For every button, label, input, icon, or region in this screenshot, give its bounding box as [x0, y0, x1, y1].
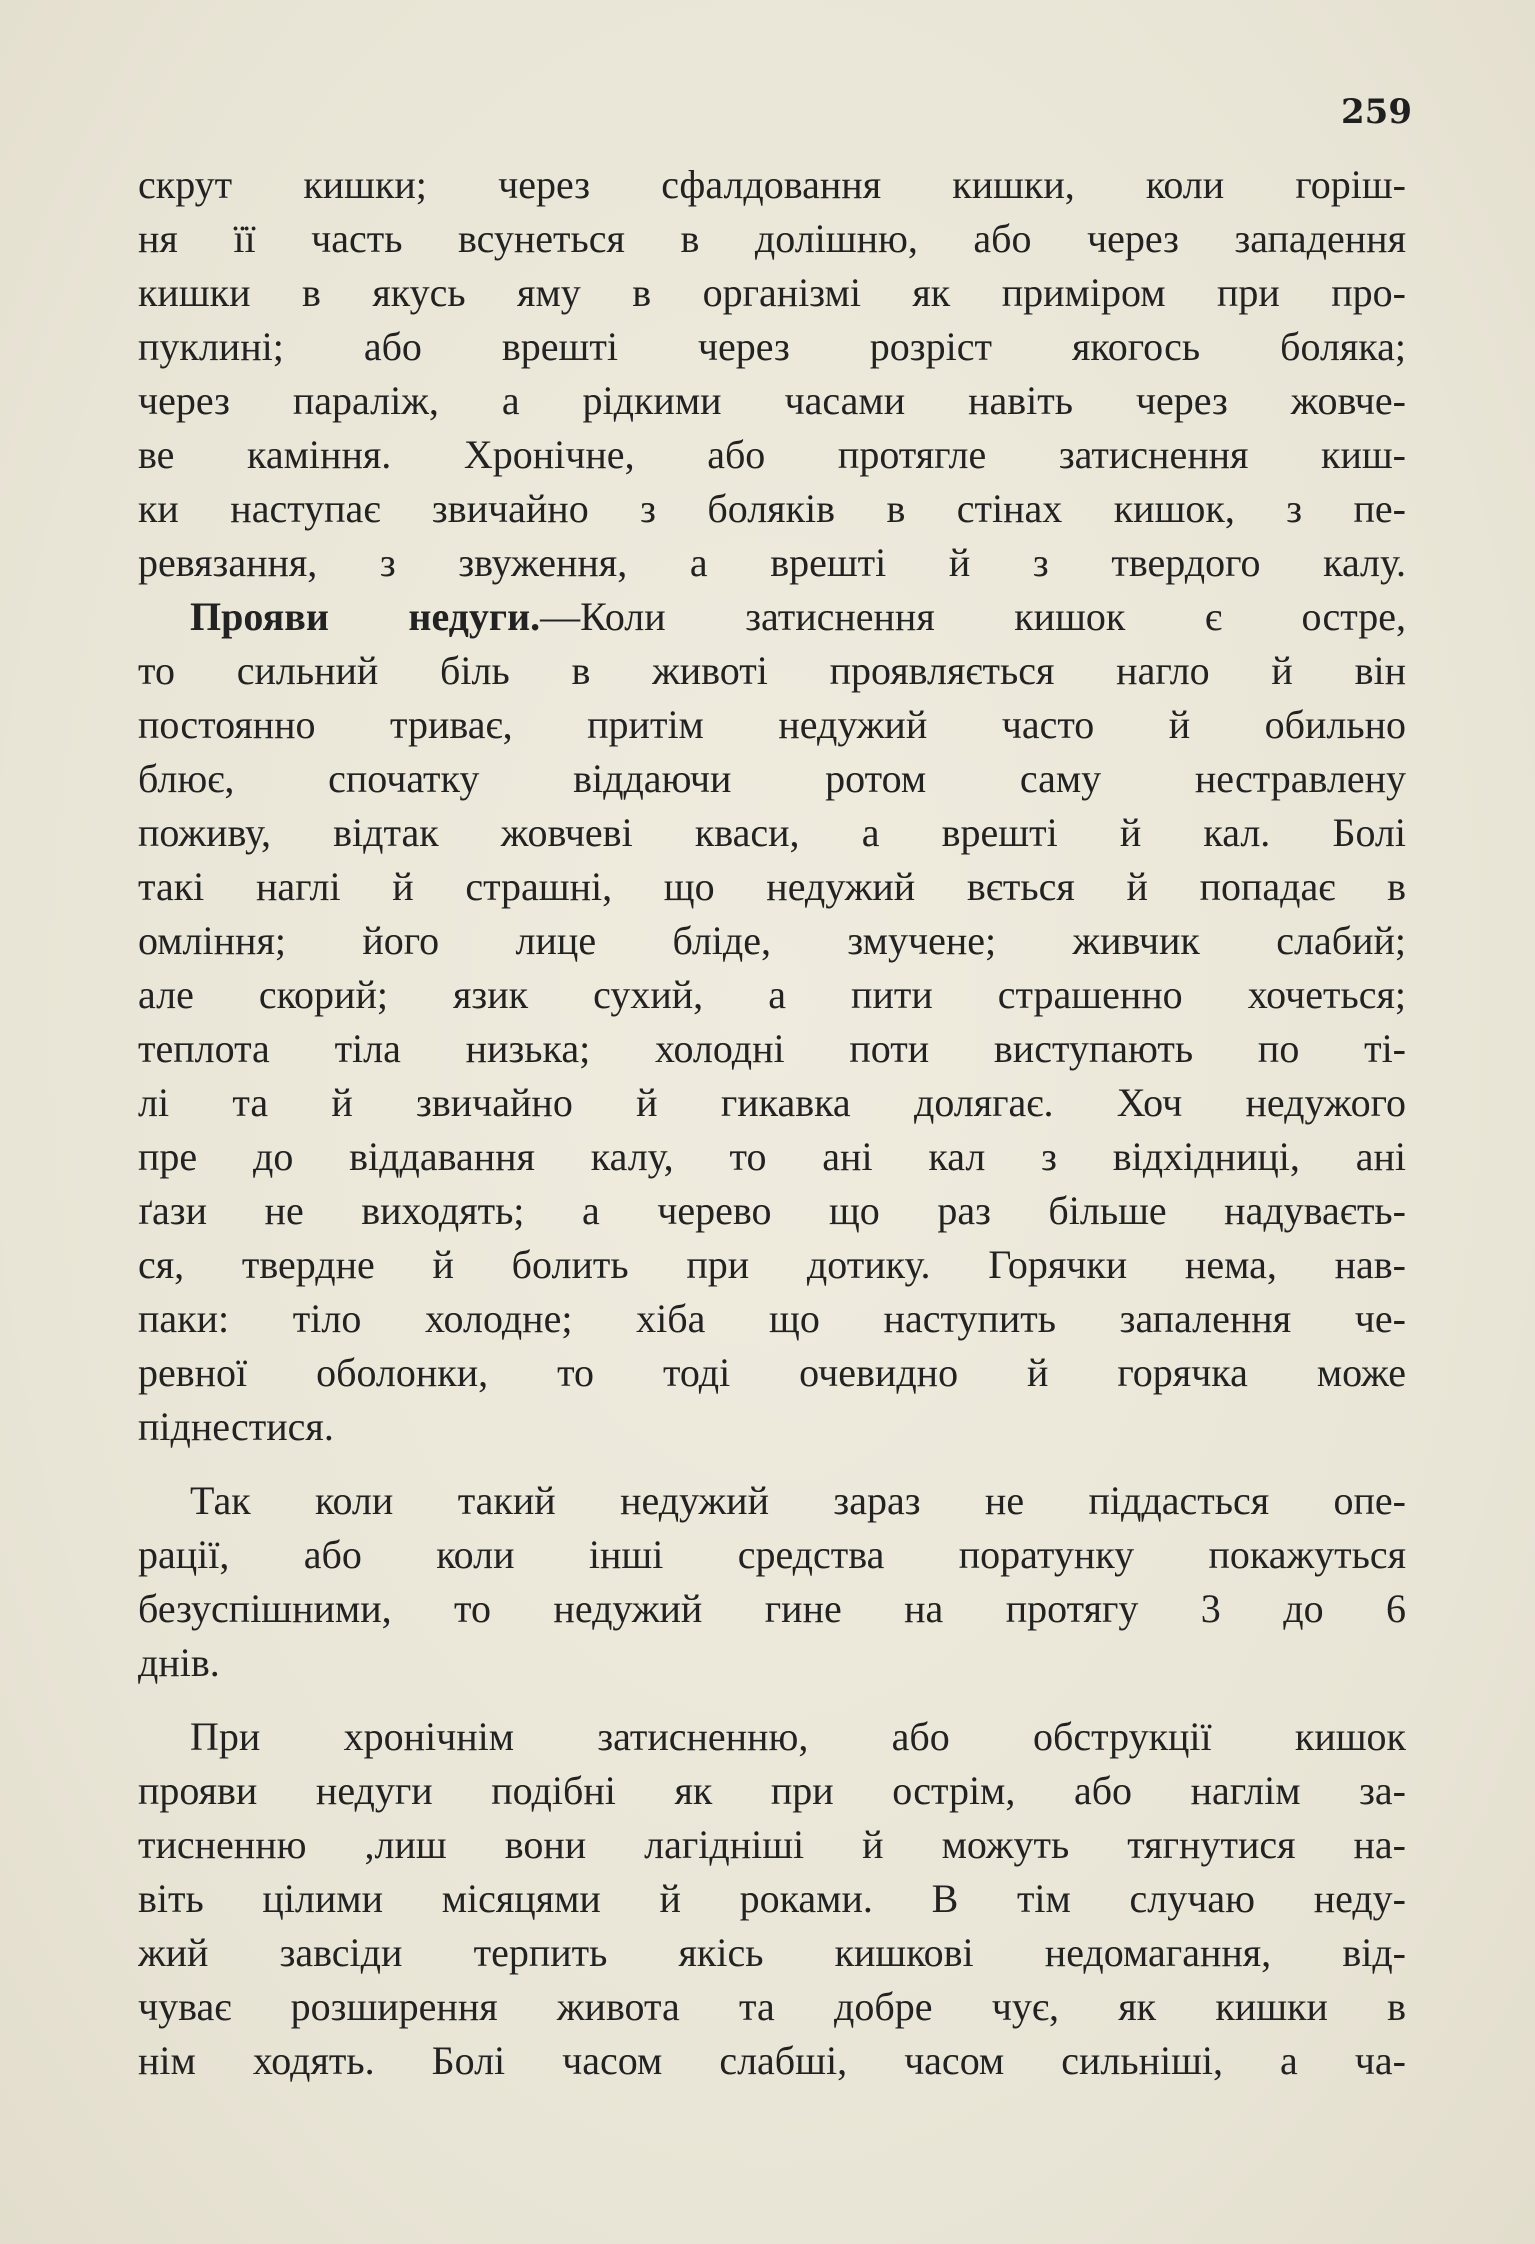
paragraph-1	[138, 158, 1406, 590]
text-line: При хронічнім затисненню, або обструкції кишок	[190, 1714, 1406, 1759]
text-line: ревязання, з звуження, а врешті й з твердого калу.	[138, 540, 1406, 585]
text-line: пре до віддавання калу, то ані кал з відхідниці, ані	[138, 1134, 1406, 1179]
paragraph-2	[138, 590, 1406, 1454]
text-line: ревної оболонки, то тоді очевидно й горячка може	[138, 1350, 1406, 1395]
text-line: Так коли такий недужий зараз не піддасться опе-	[190, 1478, 1406, 1523]
text-line: через параліж, а рідкими часами навіть через жовче-	[138, 378, 1406, 423]
text-line: поживу, відтак жовчеві кваси, а врешті й кал. Болі	[138, 810, 1406, 855]
text-line: лі та й звичайно й гикавка долягає. Хоч недужого	[138, 1080, 1406, 1125]
text-line: кишки в якусь яму в організмі як приміром при про-	[138, 270, 1406, 315]
page-number: 259	[1341, 92, 1412, 132]
text-line: чуває розширення живота та добре чує, як кишки в	[138, 1984, 1406, 2029]
text-line: днів.	[138, 1640, 220, 1685]
text-line: нім ходять. Болі часом слабші, часом сильніші, а ча-	[138, 2038, 1406, 2083]
page-text	[138, 158, 1406, 2088]
text-line: то сильний біль в животі проявляється нагло й він	[138, 648, 1406, 693]
section-heading: Прояви недуги.	[190, 594, 541, 639]
text-line: пуклині; або врешті через розріст якогось боляка;	[138, 324, 1406, 369]
text-line: рації, або коли інші средства поратунку покажуться	[138, 1532, 1406, 1577]
text-line-with-heading	[138, 590, 1406, 644]
text-line: постоянно триває, притім недужий часто й обильно	[138, 702, 1406, 747]
text-line: піднестися.	[138, 1404, 334, 1449]
text-line: прояви недуги подібні як при острім, або наглім за-	[138, 1768, 1406, 1813]
text-line: ся, твердне й болить при дотику. Горячки нема, нав-	[138, 1242, 1406, 1287]
text-line: теплота тіла низька; холодні поти виступають по ті-	[138, 1026, 1406, 1071]
paragraph-4	[138, 1710, 1406, 2088]
text-line: ве каміння. Хронічне, або протягле затиснення киш-	[138, 432, 1406, 477]
text-line: ки наступає звичайно з боляків в стінах кишок, з пе-	[138, 486, 1406, 531]
text-line: паки: тіло холодне; хіба що наступить запалення че-	[138, 1296, 1406, 1341]
text-line: тисненню ,лиш вони лагідніші й можуть тягнутися на-	[138, 1822, 1406, 1867]
text-line: ня її часть всунеться в долішню, або через западення	[138, 216, 1406, 261]
heading-line-rest: —Коли затиснення кишок є остре,	[540, 594, 1406, 639]
text-line: скрут кишки; через сфалдовання кишки, коли горіш-	[138, 162, 1406, 207]
paragraph-3	[138, 1474, 1406, 1690]
text-line: блює, спочатку віддаючи ротом саму нестравлену	[138, 756, 1406, 801]
text-line: ґази не виходять; а черево що раз більше надуваєть-	[138, 1188, 1406, 1233]
text-line: безуспішними, то недужий гине на протягу 3 до 6	[138, 1586, 1406, 1631]
text-line: віть цілими місяцями й роками. В тім случаю неду-	[138, 1876, 1406, 1921]
text-line: омління; його лице бліде, змучене; живчик слабий;	[138, 918, 1406, 963]
text-line: жий завсіди терпить якісь кишкові недомагання, від-	[138, 1930, 1406, 1975]
text-line: але скорий; язик сухий, а пити страшенно хочеться;	[138, 972, 1406, 1017]
text-line: такі наглі й страшні, що недужий вється й попадає в	[138, 864, 1406, 909]
